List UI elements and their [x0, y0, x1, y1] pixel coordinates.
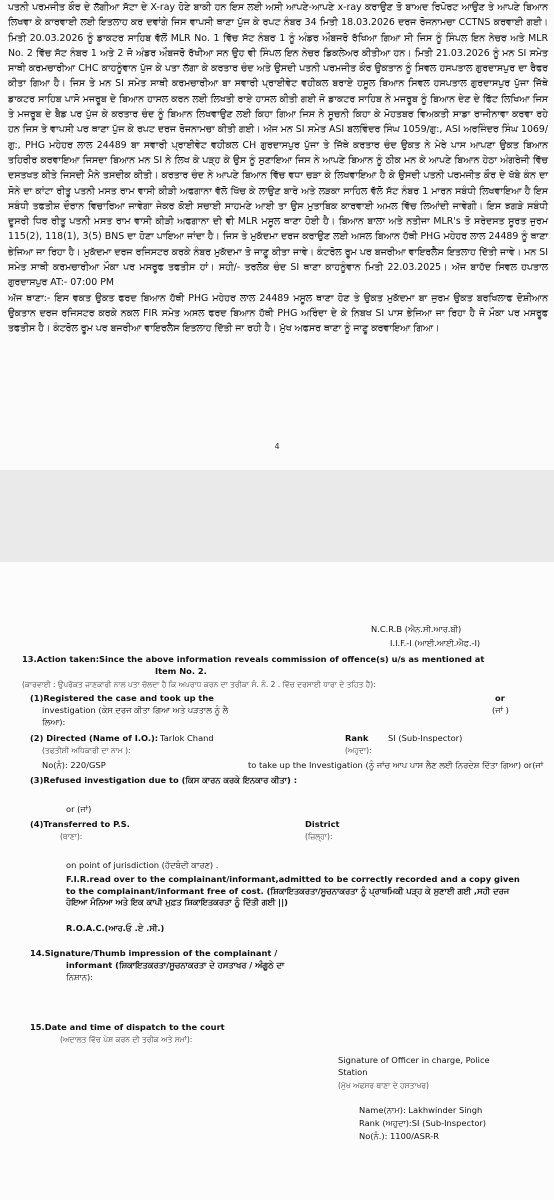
roac-label: R.O.A.C.(ਆਰ.ਓ .ਏ .ਸੀ.) — [66, 923, 165, 933]
dispatch-title: 15.Date and time of dispatch to the court — [30, 1022, 225, 1032]
io-name: Tarlok Chand — [160, 733, 214, 743]
signature-thumb: ਨਿਸ਼ਾਨ): — [66, 972, 93, 982]
statement-paragraph-2: ਅੱਜ ਥਾਣਾ:- ਇਸ ਵਕਤ ਉਕਤ ਫਰਦ ਬਿਆਨ ਹੱਥੀ PHG ਮਹੇਹਰ ਲਾਲ 24489 ਮਸੂਲ ਥਾਣਾ ਹੋਣ ਤੇ ਉਕਤ ਮੁਕੱਦਮਾ ਬਾ ਜੁਰਮ ਉਕਤ ਬਰਖਿਲਾਫ ਦੋਸ਼ੀਆਨ ਉਕਤਾਨ ਦਰਜ ਰਜਿਸਟਰ ਕਰਕੇ ਨਕਲ FIR ਸਮੇਤ ਅਸਲ ਫਰਦ ਬਿਆਨ ਹੱਥੀ PHG ਅਰਿੰਦਾ ਦੇ ਕੇ ਨਿਬਖ SI ਪਾਸ ਭੇਜਿਆ ਜਾ ਰਿਹਾ ਹੈ ਜੋ ਮੌਕਾ ਪਰ ਮਸਰੂਫ ਤਫਤੀਸ ਹੈ। ਕੰਟਰੋਲ ਰੂਮ ਪਰ ਬਜਰੀਆ ਵਾਇਰਲੈਸ ਇਤਲਾਹ ਦਿੱਤੀ ਜਾ ਰਹੀ ਹੈ। ਮੁੱਖ ਅਫਸਰ ਥਾਣਾ ਨੂੰ ਜਾਣੂ ਕਰਵਾਇਆ ਗਿਆ। — [8, 292, 548, 335]
registered-label: (1)Registered the case and took up the — [30, 693, 214, 703]
directed-label: (2) Directed (Name of I.O.): — [30, 733, 159, 743]
io-name-punjabi: (ਤਫਤੀਸ਼ੀ ਅਧਿਕਾਰੀ ਦਾ ਨਾਮ ): — [42, 746, 131, 755]
registered-or-punjabi: (ਜਾਂ ) — [492, 705, 509, 715]
statement-text — [8, 0, 548, 337]
ncrb-header: N.C.R.B (ਐਨ.ਸੀ.ਆਰ.ਬੀ) — [371, 624, 462, 634]
officer-name: Name(ਨਾਮ): Lakhwinder Singh — [359, 1105, 483, 1115]
rank-value: SI (Sub-Inspector) — [388, 733, 463, 743]
jurisdiction-note: on point of jurisdiction (ਹੱਦਬੰਦੀ ਕਾਰਣ) . — [66, 860, 219, 870]
take-up-investigation: to take up the Investigation (ਨੂੰ ਜਾਂਚ ਆਪ ਪਾਸ ਲੈਣ ਲਈ ਨਿਰਦੇਸ਼ ਦਿੱਤਾ ਗਿਆ) or(ਜਾਂ — [248, 760, 544, 770]
or-option: or (ਜਾਂ) — [66, 804, 92, 814]
statement-paragraph-1: ਪਤਨੀ ਪਰਮਜੀਤ ਕੌਰ ਦੇ ਲੱਗੀਆ ਸੱਟਾ ਦੇ X-ray ਹੋਣੇ ਬਾਕੀ ਹਨ ਇਸ ਲਈ ਅਸੀ ਆਪਣੇ-ਆਪਣੇ x-ray ਕਰਾਉਣ ਤੋ ਬਾਅਦ ਰਿਪੋਰਟ ਆਉਣ ਤੇ ਆਪਣੇ ਬਿਆਨ ਲਿਖਵਾ ਕੇ ਕਾਰਵਾਈ ਲਈ ਇਤਲਾਹ ਕਰ ਦਵਾਂਗੇ ਜਿਸ ਵਾਪਸੀ ਥਾਣਾ ਪੁੱਜ ਕੇ ਰਪਟ ਨੰਬਰ 34 ਮਿਤੀ 18.03.2026 ਦਰਜ ਰੋਜਨਾਮਚਾ CCTNS ਕਰਵਾਈ ਗਈ। ਮਿਤੀ 20.03.2026 ਨੂੰ ਡਾਕਟਰ ਸਾਹਿਬ ਵੱਲੋਂ MLR No. 1 ਵਿੱਚ ਸੱਟ ਨੰਬਰ 1 ਨੂੰ ਅੰਡਰ ਔਬਜਰੋ ਰੱਖਿਆ ਗਿਆ ਸੀ ਜਿਸ ਨੂੰ ਸਿੰਪਲ ਇਨ ਨੇਚਰ ਅਤੇ MLR No. 2 ਵਿੱਚ ਸੱਟ ਨੰਬਰ 1 ਅਤੇ 2 ਜੋ ਅੰਡਰ ਔਬਜਰੋ ਰੱਖੀਆ ਸਨ ਉਹ ਵੀ ਸਿੰਪਲ ਇਨ ਨੇਚਰ ਡਿਕਲੇਅਰ ਕੀਤੀਆ ਹਨ। ਮਿਤੀ 21.03.2026 ਨੂੰ ਮਨ SI ਸਮੇਤ ਸਾਥੀ ਕਰਮਚਾਰੀਆ CHC ਕਾਹਨੂੰਵਾਨ ਪੁੱਜ ਕੇ ਪਤਾ ਲੱਗਾ ਕੇ ਕਰਤਾਰ ਚੰਦ ਅਤੇ ਉਸਦੀ ਪਤਨੀ ਪਰਮਜੀਤ ਕੌਰ ਉਕਤਾਨ ਨੂੰ ਸਿਵਲ ਹਸਪਤਾਲ ਗੁਰਦਾਸਪੁਰ ਦਾ ਰੈਫਰ ਕੀਤਾ ਗਿਆ ਹੈ। ਜਿਸ ਤੇ ਮਨ SI ਸਮੇਤ ਸਾਥੀ ਕਰਮਚਾਰੀਆ ਬਾ ਸਵਾਰੀ ਪ੍ਰਾਈਵੇਟ ਵਹੀਕਲ ਬਰਾਏ ਹਸੂਲ ਬਿਆਨ ਸਿਵਲ ਹਸਪਤਾਲ ਗੁਰਦਾਸਪੁਰ ਪੁੱਜਾ ਜਿੱਥੇ ਡਾਕਟਰ ਸਾਹਿਬ ਪਾਸੋ ਮਜਰੂਬ ਦੇ ਬਿਆਨ ਹਾਸਲ ਕਰਨ ਲਈ ਲਿਖਤੀ ਰਾਏ ਹਾਸਲ ਕੀਤੀ ਗਈ ਜੋ ਡਾਕਟਰ ਸਾਹਿਬ ਨੇ ਮਜਰੂਬ ਨੂੰ ਬਿਆਨ ਦੇਣ ਦੇ ਫਿੱਟ ਲਿਖਿਆ ਜਿਸ ਤੇ ਮਜਰੂਬ ਦੇ ਬੈਡ ਪਰ ਪੁੱਜ ਕੇ ਕਰਤਾਰ ਚੰਦ ਨੂੰ ਬਿਆਨ ਲਿਖਵਾਉਣ ਲਈ ਕਿਹਾ ਗਿਆ ਜਿਸ ਨੇ ਸੂਚਨੀ ਕਿਹਾ ਕੇ ਮੋਹਤਬਰ ਵਿਅਕਤੀ ਸਾਡਾ ਰਾਜੀਨਾਵਾ ਕਰਵਾ ਰਹੇ ਹਨ ਜਿਸ ਤੇ ਵਾਪਸੀ ਪਰ ਥਾਣਾ ਪੁੱਜ ਕੇ ਰਪਟ ਦਰਜ ਰੋਜਨਾਮਚਾ ਕੀਤੀ ਗਈ। ਅੱਜ ਮਨ SI ਸਮੇਤ ASI ਬਲਵਿੰਦਰ ਸਿੰਘ 1059/ਗੁ:, ASI ਅਰਜਿੰਦਰ ਸਿੰਘ 1069/ਗੁ:, PHG ਮਹੇਹਰ ਲਾਲ 24489 ਬਾ ਸਵਾਰੀ ਪ੍ਰਾਈਵੇਟ ਵਹੀਕਲ CH ਗੁਰਦਾਸਪੁਰ ਪੁੱਜਾ ਤੇ ਜਿੱਥੇ ਕਰਤਾਰ ਚੰਦ ਉਕਤ ਨੇ ਮੇਰੇ ਪਾਸ ਆਪਣਾ ਉਕਤ ਬਿਆਨ ਤਹਿਰੀਰ ਕਰਵਾਇਆ ਜਿਸਦਾ ਬਿਆਨ ਮਨ SI ਨੇ ਲਿਖ ਕੇ ਪੜ੍ਹ ਕੇ ਉਸ ਨੂੰ ਸੁਣਾਇਆ ਜਿਸ ਨੇ ਆਪਣੇ ਬਿਆਨ ਨੂੰ ਠੀਕ ਮਨ ਕੇ ਆਪਣੇ ਬਿਆਨ ਹੇਠਾ ਅੰਗਰੇਜੀ ਵਿੱਚ ਦਸਤਖਤ ਕੀਤੇ ਜਿਸਦੀ ਮੈਨੇ ਤਸਦੀਕ ਕੀਤੀ। ਕਰਤਾਰ ਚੰਦ ਨੇ ਆਪਣੇ ਬਿਆਨ ਵਿੱਚ ਵਧਾ ਚੜਾ ਕੇ ਲਿਖਵਾਇਆ ਹੈ ਕੇ ਉਸਦੀ ਪਤਨੀ ਪਰਮਜੀਤ ਕੌਰ ਦੇ ਖੱਬੇ ਕੰਨ ਦਾ ਸੋਨੇ ਦਾ ਕਾਂਟਾ ਰੀਤੂ ਪਤਨੀ ਮਸਤ ਰਾਮ ਵਾਸੀ ਕੀੜੀ ਅਫਗਾਨਾ ਵੱਲੋ ਖਿੱਚ ਕੇ ਲਾਉਣ ਬਾਰੇ ਅਤੇ ਲੜਕਾ ਸਾਹਿਲ ਵੱਲੋ ਸੱਟ ਨੰਬਰ 1 ਮਾਰਨ ਸਬੰਧੀ ਲਿਖਵਾਇਆ ਹੈ ਇਸ ਸਬੰਧੀ ਤਫਤੀਸ਼ ਦੌਰਾਨ ਵਿਚਾਰਿਆ ਜਾਵੇਗਾ ਜੇਕਰ ਕੋਈ ਸਚਾਈ ਸਾਹਮਣੇ ਆਈ ਤਾ ਉਸ ਮੁਤਾਬਿਕ ਕਾਰਵਾਈ ਅਮਲ ਵਿੱਚ ਲਿਆਂਦੀ ਜਾਵੇਗੀ। ਇਸ ਝਗੜੇ ਸਬੰਧੀ ਦੂਸਰੀ ਧਿਰ ਰੀਤੂ ਪਤਨੀ ਮਸਤ ਰਾਮ ਵਾਸੀ ਕੀੜੀ ਅਫਗਾਨਾ ਦੀ ਵੀ MLR ਮਸੂਲ ਥਾਣਾ ਹੋਈ ਹੈ। ਬਿਆਨ ਬਾਲਾ ਅਤੇ ਨਤੀਜਾ MLR's ਤੋ ਸਰੇਦਸਤ ਸੂਰਤ ਜੁਰਮ 115(2), 118(1), 3(5) BNS ਦਾ ਹੋਣਾ ਪਾਇਆ ਜਾਂਦਾ ਹੈ। ਜਿਸ ਤੇ ਮੁਕੱਦਮਾ ਦਰਜ ਕਰਾਉਣ ਲਈ ਅਸਲ ਬਿਆਨ ਹੱਥੀ PHG ਮਹੇਹਰ ਲਾਲ 24489 ਨੂੰ ਥਾਣਾ ਭੇਜਿਆ ਜਾ ਰਿਹਾ ਹੈ। ਮੁਕੱਦਮਾ ਦਰਜ ਰਜਿਸਟਰ ਕਰਕੇ ਨੰਬਰ ਮੁਕੱਦਮਾ ਤੋ ਜਾਣੂ ਕੀਤਾ ਜਾਵੇ। ਕੰਟਰੋਲ ਰੂਮ ਪਰ ਬਜਰੀਆ ਵਾਇਰਲੈਸ ਇਤਲਾਹ ਦਿੱਤੀ ਜਾਵੇ। ਮਨ SI ਸਮੇਤ ਸਾਥੀ ਕਰਮਚਾਰੀਆ ਮੌਕਾ ਪਰ ਮਸਰੂਫ ਤਫਤੀਸ ਹਾਂ। ਸਹੀ/- ਤਰਲੋਕ ਚੰਦ SI ਥਾਣਾ ਕਾਹਨੂੰਵਾਨ ਮਿਤੀ 22.03.2025। ਅੱਜ ਬਾਹੱਦ ਸਿਵਲ ਹਪਤਾਲ ਗੁਰਦਾਸਪੁਰ AT:- 07:00 PM — [8, 2, 548, 289]
document-page-4 — [0, 0, 554, 470]
district-punjabi: (ਜ਼ਿਲ੍ਹਾ): — [305, 832, 333, 841]
officer-station: Station — [338, 1067, 368, 1077]
officer-signature-title: Signature of Officer in charge, Police — [338, 1055, 490, 1065]
registered-or: or — [495, 693, 505, 703]
refused-investigation: (3)Refused investigation due to (ਕਿਸ ਕਾਰਨ ਕਰਕੇ ਇਨਕਾਰ ਕੀਤਾ) : — [30, 775, 298, 785]
page-separator — [0, 470, 554, 562]
page-number: 4 — [274, 442, 280, 451]
registered-investigation: investigation (ਕੇਸ ਦਰਜ ਕੀਤਾ ਗਿਆ ਅਤੇ ਪੜਤਾਲ ਨੂੰ ਲੈ — [42, 705, 229, 715]
action-taken-item: Item No. 2. — [155, 666, 207, 676]
iif-header: I.I.F.-I (ਆਈ.ਆਈ.ਐਫ.-I) — [390, 638, 481, 648]
signature-title: 14.Signature/Thumb impression of the complainant / — [30, 948, 278, 958]
officer-number: No(ਨੰ.): 1100/ASR-R — [359, 1131, 440, 1141]
officer-rank: Rank (ਅਹੁਦਾ):SI (Sub-Inspector) — [359, 1118, 487, 1128]
district-label: District — [305, 819, 340, 829]
officer-signature-punjabi: (ਮੁੱਖ ਅਫਸਰ ਥਾਣਾ ਦੇ ਹਸਤਾਖਰ) — [338, 1081, 429, 1090]
action-taken-punjabi: (ਕਾਰਵਾਈ : ਉਪਰੋਕਤ ਜਾਣਕਾਰੀ ਨਾਲ ਪਤਾ ਚੱਲਦਾ ਹੈ ਕਿ ਅਪਰਾਧ ਕਰਨ ਦਾ ਤਰੀਕਾ ਸੰ. ਨੰ. 2 . ਵਿੱਚ ਦਰਸਾਈ ਧਾਰਾ ਦੇ ਤਹਿਤ ਹੈ): — [22, 680, 376, 689]
transferred-punjabi: (ਥਾਣਾ): — [60, 832, 83, 841]
dispatch-punjabi: (ਅਦਾਲਤ ਵਿੱਚ ਪੇਸ਼ ਕਰਨ ਦੀ ਤਰੀਕ ਅਤੇ ਸਮਾਂ): — [60, 1035, 193, 1044]
action-taken-title: 13.Action taken:Since the above information reveals commission of offence(s) u/s as mentioned at — [22, 654, 485, 664]
registered-taken: ਲਿਆ): — [42, 717, 66, 727]
rank-label: Rank — [345, 733, 369, 743]
transferred-label: (4)Transferred to P.S. — [30, 819, 130, 829]
fir-read-over-statement: F.I.R.read over to the complainant/informant,admitted to be correctly recorded and a copy given to the complainant/informant free of cost. (ਸ਼ਿਕਾਇਤਕਰਤਾ/ਸੂਚਨਾਕਰਤਾ ਨੂੰ ਪ੍ਰਾਥਮਿਕੀ ਪੜ੍ਹ ਕੇ ਸੁਣਾਈ ਗਈ ,ਸਹੀ ਦਰਜ ਹੋਇਆ ਮੰਨਿਆ ਅਤੇ ਇਕ ਕਾਪੀ ਮੁਫ਼ਤ ਸ਼ਿਕਾਇਤਕਰਤਾ ਨੂੰ ਦਿੱਤੀ ਗਈ ||) — [66, 874, 520, 907]
signature-informant: informant (ਸ਼ਿਕਾਇਤਕਰਤਾ/ਸੂਚਨਾਕਰਤਾ ਦੇ ਹਸਤਾਖਰ / ਅੰਗੂਠੇ ਦਾ — [66, 960, 285, 970]
rank-punjabi: (ਅਹੁਦਾ): — [345, 746, 372, 755]
io-number: No(ਨੰ): 220/GSP — [42, 760, 106, 770]
document-page-5 — [0, 562, 554, 1200]
